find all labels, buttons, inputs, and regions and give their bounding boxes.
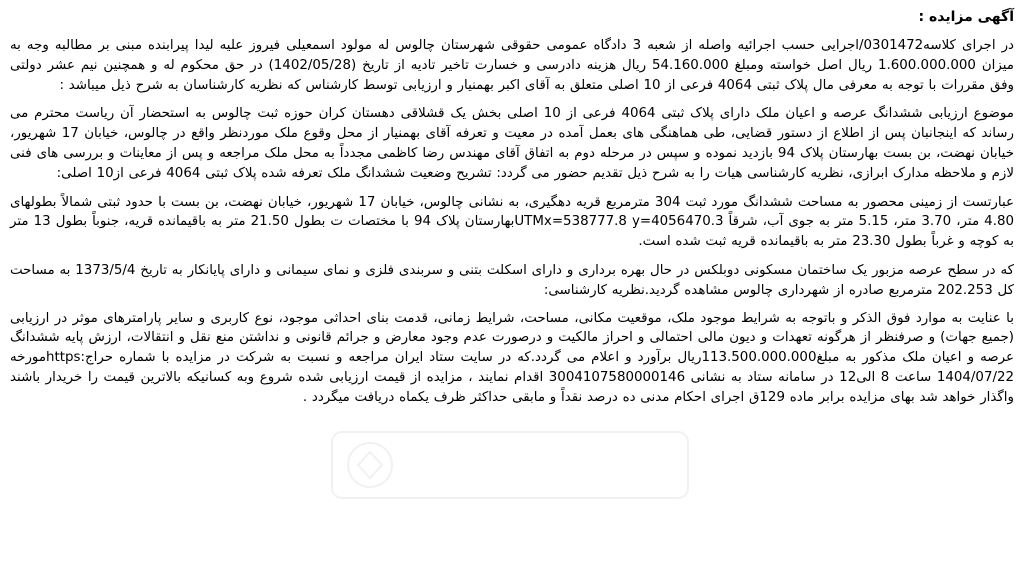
notice-paragraph-appraisal-subject: موضوع ارزیابی ششدانگ عرصه و اعیان ملک دارای پلاک ثبتی 4064 فرعی از 10 اصلی بخش یک قشلاقی دهستان کران حوزه ثبت چالوس به استحضار آن ریاست محترم می رساند که اینجانبان پس از اطلاع از دستور قضایی، طی هماهنگی های بعمل آمده در معیت و تعرفه آقای بهمنیار از محل وقوع ملک موردنظر واقع در چالوس، خیابان 17 شهریور، خیابان نهضت، بن بست بهارستان پلاک 94 بازدید نموده و سپس در مرحله دوم به اتفاق آقای مهندس رضا کاظمی مجدداً به محل ملک مراجعه و پس از معاینات و بررسی های فنی لازم و ملاحظه مدارک ابرازی، نظریه کارشناسی هیات را به شرح ذیل تقدیم حضور می گردد: تشریح وضعیت ششدانگ ملک تعرفه شده پلاک ثبتی 4064 فرعی از10 اصلی: xyxy=(10,106,1014,181)
notice-paragraph-execution: در اجرای کلاسه0301472/اجرایی حسب اجرائیه واصله از شعبه 3 دادگاه عمومی حقوقی شهرستان چالوس له مولود اسمعیلی فیروز علیه لیدا پیرابنده مبنی بر مطالبه وجه به میزان 1.600.000.000 ریال اصل خواسته ومبلغ 54.160.000 ریال هزینه دادرسی و خسارت تاخیر تادیه از تاریخ (1402/05/28) در حق محکوم له و همچنین نیم عشر دولتی وفق مقررات با توجه به معرفی مال پلاک ثبتی 4064 فرعی از 10 اصلی متعلق به آقای اکبر بهمنیار و ارزیابی توسط کارشناس که نظریه کارشناسان به شرح ذیل میباشد : xyxy=(10,38,1015,93)
notice-paragraph-expert-opinion: با عنایت به موارد فوق الذکر و باتوجه به شرایط موجود ملک، موقعیت مکانی، مساحت، شرایط زمانی، قدمت بنای احداثی موجود، نوع کاربری و سایر پارامترهای موثر در ارزیابی (جمیع جهات) و صرفنظر از هرگونه تعهدات و دیون مالی احتمالی و احراز مالکیت و درصورت عدم وجود معارض و جرائم قانونی و نداشتن منع نقل و انتقالات، ارزش پایه ششدانگ عرصه و اعیان ملک مذکور به مبلغ113.500.000.000ریال برآورد و اعلام می گردد.که در سایت ستاد ایران مراجعه و نسبت به شرکت در مزایده با شماره حراج:httpsمورخه 1404/07/22 ساعت 8 الی12 در سامانه ستاد به نشانی 3004107580000146 اقدام نمایند ، مزایده از قیمت ارزیابی شده شروع وبه کسانیکه بالاترین قیمت را خریدار باشند واگذار خواهد شد بهای مزایده برابر ماده 129ق اجرای احکام مدنی ده درصد نقداً و مابقی حداکثر ظرف یکماه دریافت میگردد . xyxy=(10,310,1015,405)
notice-title: آگهی مزایده : xyxy=(918,9,1014,25)
notice-paragraph-property-boundaries: عبارتست از زمینی محصور به مساحت ششدانگ مورد ثبت 304 مترمربع قریه دهگیری، به نشانی چالوس، خیابان 17 شهریور، خیابان نهضت، بن بست با حدود ثبتی شمالاً بطولهای 4.80 متر، 3.70 متر، 5.15 متر به جوی آب، شرقاً UTMx=538777.8 y=4056470.3بهارستان پلاک 94 با مختصات ت بطول 21.50 متر به باقیمانده قریه، جنوباً بطول 13 متر به کوچه و غرباً بطول 23.30 متر به باقیمانده قریه ثبت شده است. xyxy=(10,194,1014,250)
notice-paragraph-building: که در سطح عرصه مزبور یک ساختمان مسکونی دوبلکس در حال بهره برداری و دارای اسکلت بتنی و سربندی فلزی و نمای سیمانی و دارای پایانکار به تاریخ 1373/5/4 به مساحت کل 202.253 مترمربع صادره از شهرداری چالوس مشاهده گردید.نظریه کارشناسی: xyxy=(10,262,1014,298)
